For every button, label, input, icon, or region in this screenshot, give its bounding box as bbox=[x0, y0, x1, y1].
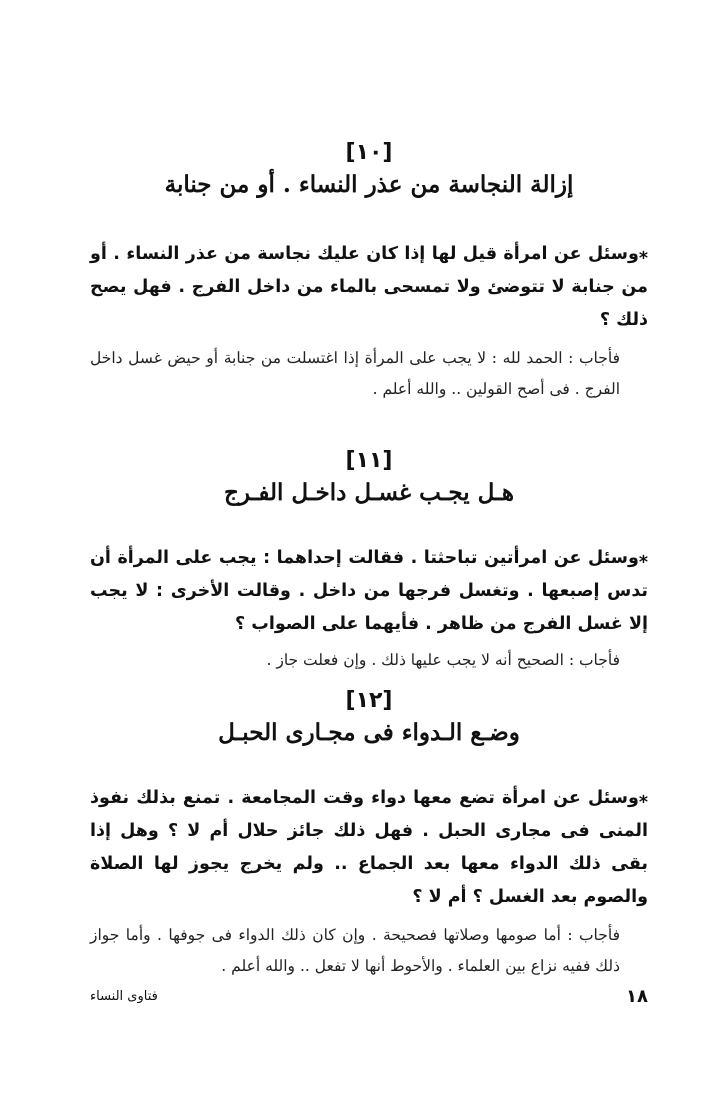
page-number: ١٨ bbox=[626, 986, 648, 1007]
question-text: ⁎وسئل عن امرأة قيل لها إذا كان عليك نجاسة من عذر النساء . أو من جنابة لا تتوضئ ولا تمسحى بالماء من داخل الفرج . فهل يصح ذلك ؟ bbox=[90, 244, 648, 330]
section-number: [١٠] bbox=[345, 140, 393, 165]
fatwa-section-12 bbox=[90, 688, 648, 982]
fatwa-section-11 bbox=[90, 448, 648, 676]
section-number: [١١] bbox=[345, 448, 393, 473]
answer-text: فأجاب : الحمد لله : لا يجب على المرأة إذا اغتسلت من جنابة أو حيض غسل داخل الفرج . فى أصح القولين .. والله أعلم . bbox=[90, 349, 620, 398]
question-text: ⁎وسئل عن امرأتين تباحثتا . فقالت إحداهما : يجب على المرأة أن تدس إصبعها . وتغسل فرجها من داخل . وقالت الأخرى : لا يجب إلا غسل الفرج من ظاهر . فأيهما على الصواب ؟ bbox=[90, 548, 648, 634]
section-number: [١٢] bbox=[345, 688, 393, 713]
answer-text: فأجاب : أما صومها وصلاتها فصحيحة . وإن كان ذلك الدواء فى جوفها . وأما جواز ذلك ففيه نزاع بين العلماء . والأحوط أنها لا تفعل .. والله أعلم . bbox=[90, 926, 620, 975]
fatwa-section-10 bbox=[90, 140, 648, 405]
page-footer bbox=[90, 986, 648, 1007]
question-text: ⁎وسئل عن امرأة تضع معها دواء وقت المجامعة . تمنع بذلك نفوذ المنى فى مجارى الحبل . فهل ذلك جائز حلال أم لا ؟ وهل إذا بقى ذلك الدواء معها بعد الجماع .. ولم يخرج يجوز لها الصلاة والصوم بعد الغسل ؟ أم لا ؟ bbox=[90, 788, 648, 907]
section-title: وضـع الـدواء فى مجـارى الحبـل bbox=[218, 719, 520, 746]
section-title: إزالة النجاسة من عذر النساء . أو من جنابة bbox=[164, 171, 574, 198]
section-title: هـل يجـب غسـل داخـل الفـرج bbox=[224, 479, 514, 506]
answer-text: فأجاب : الصحيح أنه لا يجب عليها ذلك . وإن فعلت جاز . bbox=[266, 651, 620, 669]
running-title: فتاوى النساء bbox=[90, 989, 158, 1004]
